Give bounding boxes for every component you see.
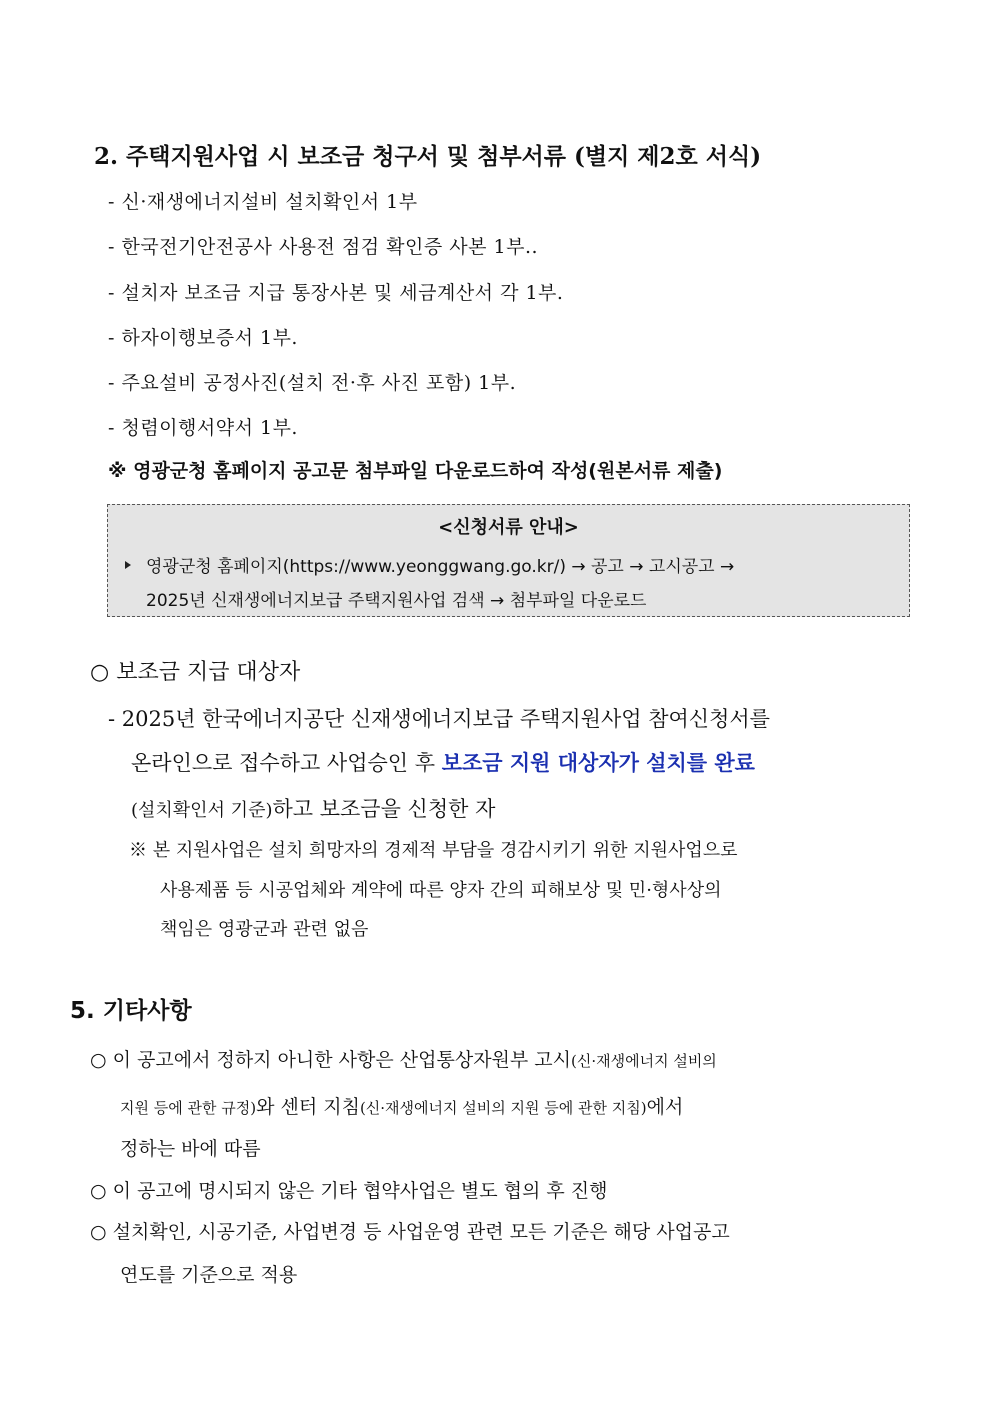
target-line-2-plain: 온라인으로 접수하고 사업승인 후 — [131, 751, 436, 775]
list-item: - 하자이행보증서 1부. — [108, 327, 298, 349]
section-5-title: 5. 기타사항 — [70, 998, 192, 1024]
etc-item-1-line-1 — [90, 1045, 717, 1072]
notice-box — [107, 504, 910, 617]
etc-item-1-small-3: (신·재생에너지 설비의 지원 등에 관한 지침) — [359, 1099, 647, 1117]
notice-box-title: <신청서류 안내> — [438, 517, 579, 538]
target-note-2: 사용제품 등 시공업체와 계약에 따른 양자 간의 피해보상 및 민·형사상의 — [160, 880, 722, 901]
etc-item-3-line-2: 연도를 기준으로 적용 — [120, 1264, 298, 1286]
etc-item-1-line-2 — [120, 1092, 683, 1119]
section-2-title: 2. 주택지원사업 시 보조금 청구서 및 첨부서류 (별지 제2호 서식) — [94, 143, 762, 170]
target-line-1: - 2025년 한국에너지공단 신재생에너지보급 주택지원사업 참여신청서를 — [108, 707, 770, 731]
list-item: - 한국전기안전공사 사용전 점검 확인증 사본 1부.. — [108, 236, 539, 258]
triangle-bullet-icon — [125, 561, 131, 569]
download-note: ※ 영광군청 홈페이지 공고문 첨부파일 다운로드하여 작성(원본서류 제출) — [108, 460, 723, 482]
target-heading: ○ 보조금 지급 대상자 — [90, 660, 301, 685]
etc-item-1-small-2: 지원 등에 관한 규정) — [120, 1099, 257, 1117]
target-line-3-small: (설치확인서 기준) — [131, 800, 273, 821]
etc-item-2: ○ 이 공고에 명시되지 않은 기타 협약사업은 별도 협의 후 진행 — [90, 1180, 608, 1202]
target-line-3-rest: 하고 보조금을 신청한 자 — [272, 797, 496, 821]
etc-item-1-line-3: 정하는 바에 따름 — [120, 1138, 261, 1160]
target-line-2 — [131, 747, 755, 777]
list-item: - 설치자 보조금 지급 통장사본 및 세금계산서 각 1부. — [108, 282, 564, 304]
etc-item-1-main: ○ 이 공고에서 정하지 아니한 사항은 산업통상자원부 고시 — [90, 1049, 571, 1071]
list-item: - 신·재생에너지설비 설치확인서 1부 — [108, 191, 418, 213]
target-note-1: ※ 본 지원사업은 설치 희망자의 경제적 부담을 경감시키기 위한 지원사업으로 — [129, 840, 738, 861]
etc-item-1-main-2: 와 센터 지침 — [256, 1096, 360, 1118]
target-highlight: 보조금 지원 대상자가 설치를 완료 — [441, 751, 755, 775]
etc-item-3-line-1: ○ 설치확인, 시공기준, 사업변경 등 사업운영 관련 모든 기준은 해당 사업공고 — [90, 1221, 730, 1243]
notice-line-2: 2025년 신재생에너지보급 주택지원사업 검색 → 첨부파일 다운로드 — [146, 591, 647, 611]
etc-item-1-main-3: 에서 — [646, 1096, 684, 1118]
target-note-3: 책임은 영광군과 관련 없음 — [160, 919, 369, 940]
list-item: - 주요설비 공정사진(설치 전·후 사진 포함) 1부. — [108, 372, 517, 394]
list-item: - 청렴이행서약서 1부. — [108, 417, 298, 439]
notice-line-1: 영광군청 홈페이지(https://www.yeonggwang.go.kr/) → 공고 → 고시공고 → — [146, 557, 735, 577]
etc-item-1-small: (신·재생에너지 설비의 — [571, 1052, 717, 1070]
target-line-3 — [131, 793, 495, 823]
